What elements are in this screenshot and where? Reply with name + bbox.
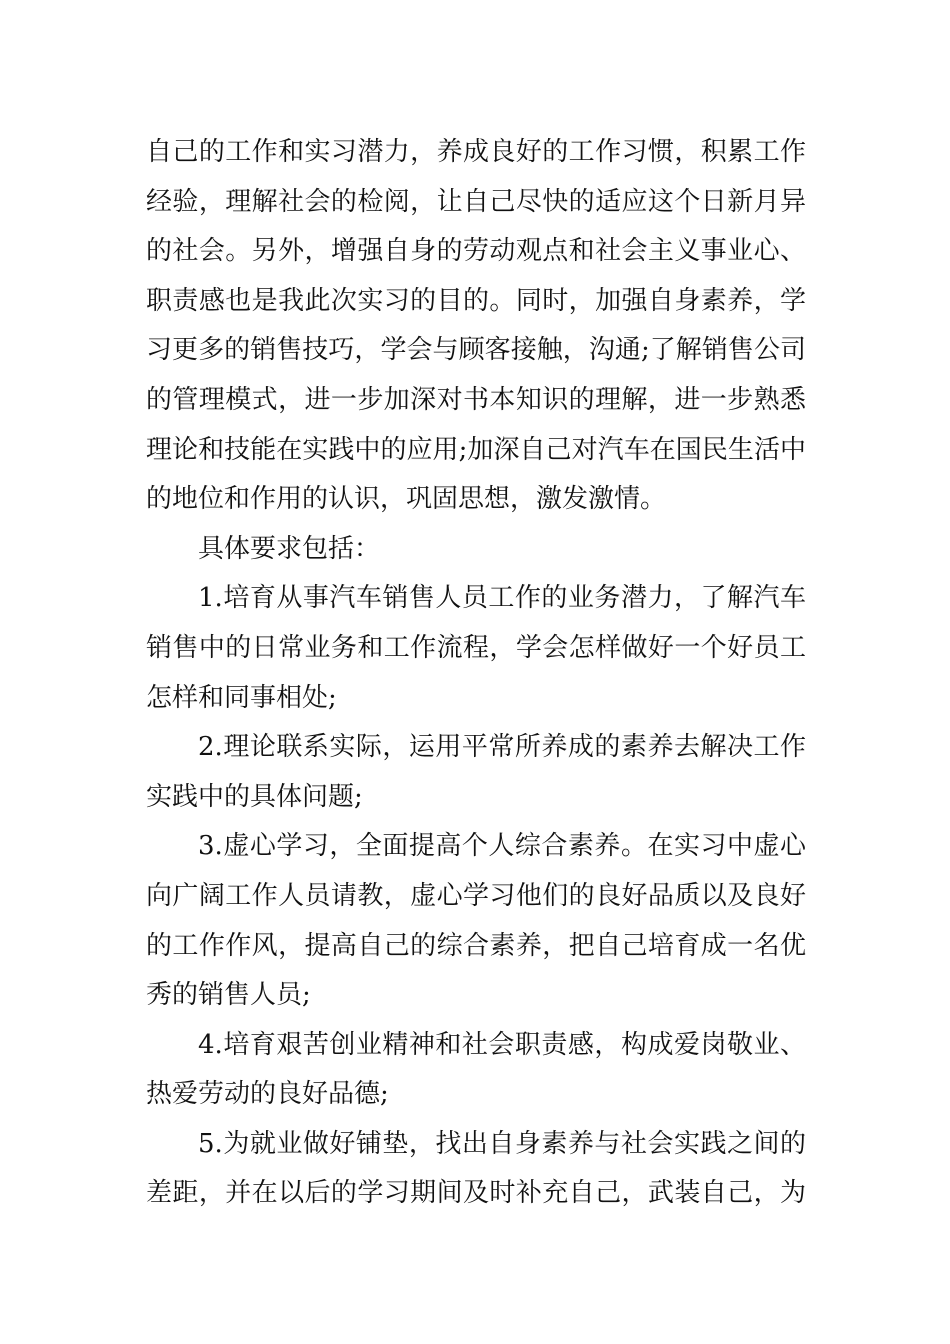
text-line: 自己的工作和实习潜力，养成良好的工作习惯，积累工作 xyxy=(146,137,806,167)
list-item-1-line: 1.培育从事汽车销售人员工作的业务潜力，了解汽车 xyxy=(198,583,806,614)
list-item-1-line: 怎样和同事相处; xyxy=(146,682,337,713)
list-item-5-line: 5.为就业做好铺垫，找出自身素养与社会实践之间的 xyxy=(198,1128,806,1159)
list-item-3-line: 向广阔工作人员请教，虚心学习他们的良好品质以及良好 xyxy=(146,880,806,911)
list-item-5-line: 差距，并在以后的学习期间及时补充自己，武装自己，为 xyxy=(146,1178,806,1209)
text-line: 的管理模式，进一步加深对书本知识的理解，进一步熟悉 xyxy=(146,384,806,415)
text-line: 习更多的销售技巧，学会与顾客接触，沟通;了解销售公司 xyxy=(146,335,806,366)
text-line: 理论和技能在实践中的应用;加深自己对汽车在国民生活中 xyxy=(146,434,806,465)
list-item-4-line: 热爱劳动的良好品德; xyxy=(146,1079,389,1110)
body-text xyxy=(146,128,806,1219)
section-heading-requirements: 具体要求包括： xyxy=(198,533,381,564)
text-line: 经验，理解社会的检阅，让自己尽快的适应这个日新月异 xyxy=(146,186,806,217)
list-item-2-line: 2.理论联系实际，运用平常所养成的素养去解决工作 xyxy=(198,732,806,763)
text-line: 的社会。另外，增强自身的劳动观点和社会主义事业心、 xyxy=(146,236,806,267)
list-item-3-line: 的工作作风，提高自己的综合素养，把自己培育成一名优 xyxy=(146,930,806,961)
list-item-1-line: 销售中的日常业务和工作流程，学会怎样做好一个好员工 xyxy=(146,632,806,663)
list-item-3-line: 秀的销售人员; xyxy=(146,980,311,1011)
text-line: 职责感也是我此次实习的目的。同时，加强自身素养，学 xyxy=(146,285,806,316)
list-item-3-line: 3.虚心学习，全面提高个人综合素养。在实习中虚心 xyxy=(198,831,806,862)
list-item-4-line: 4.培育艰苦创业精神和社会职责感，构成爱岗敬业、 xyxy=(198,1029,806,1060)
list-item-2-line: 实践中的具体问题; xyxy=(146,781,363,812)
text-line: 的地位和作用的认识，巩固思想，激发激情。 xyxy=(146,484,667,515)
